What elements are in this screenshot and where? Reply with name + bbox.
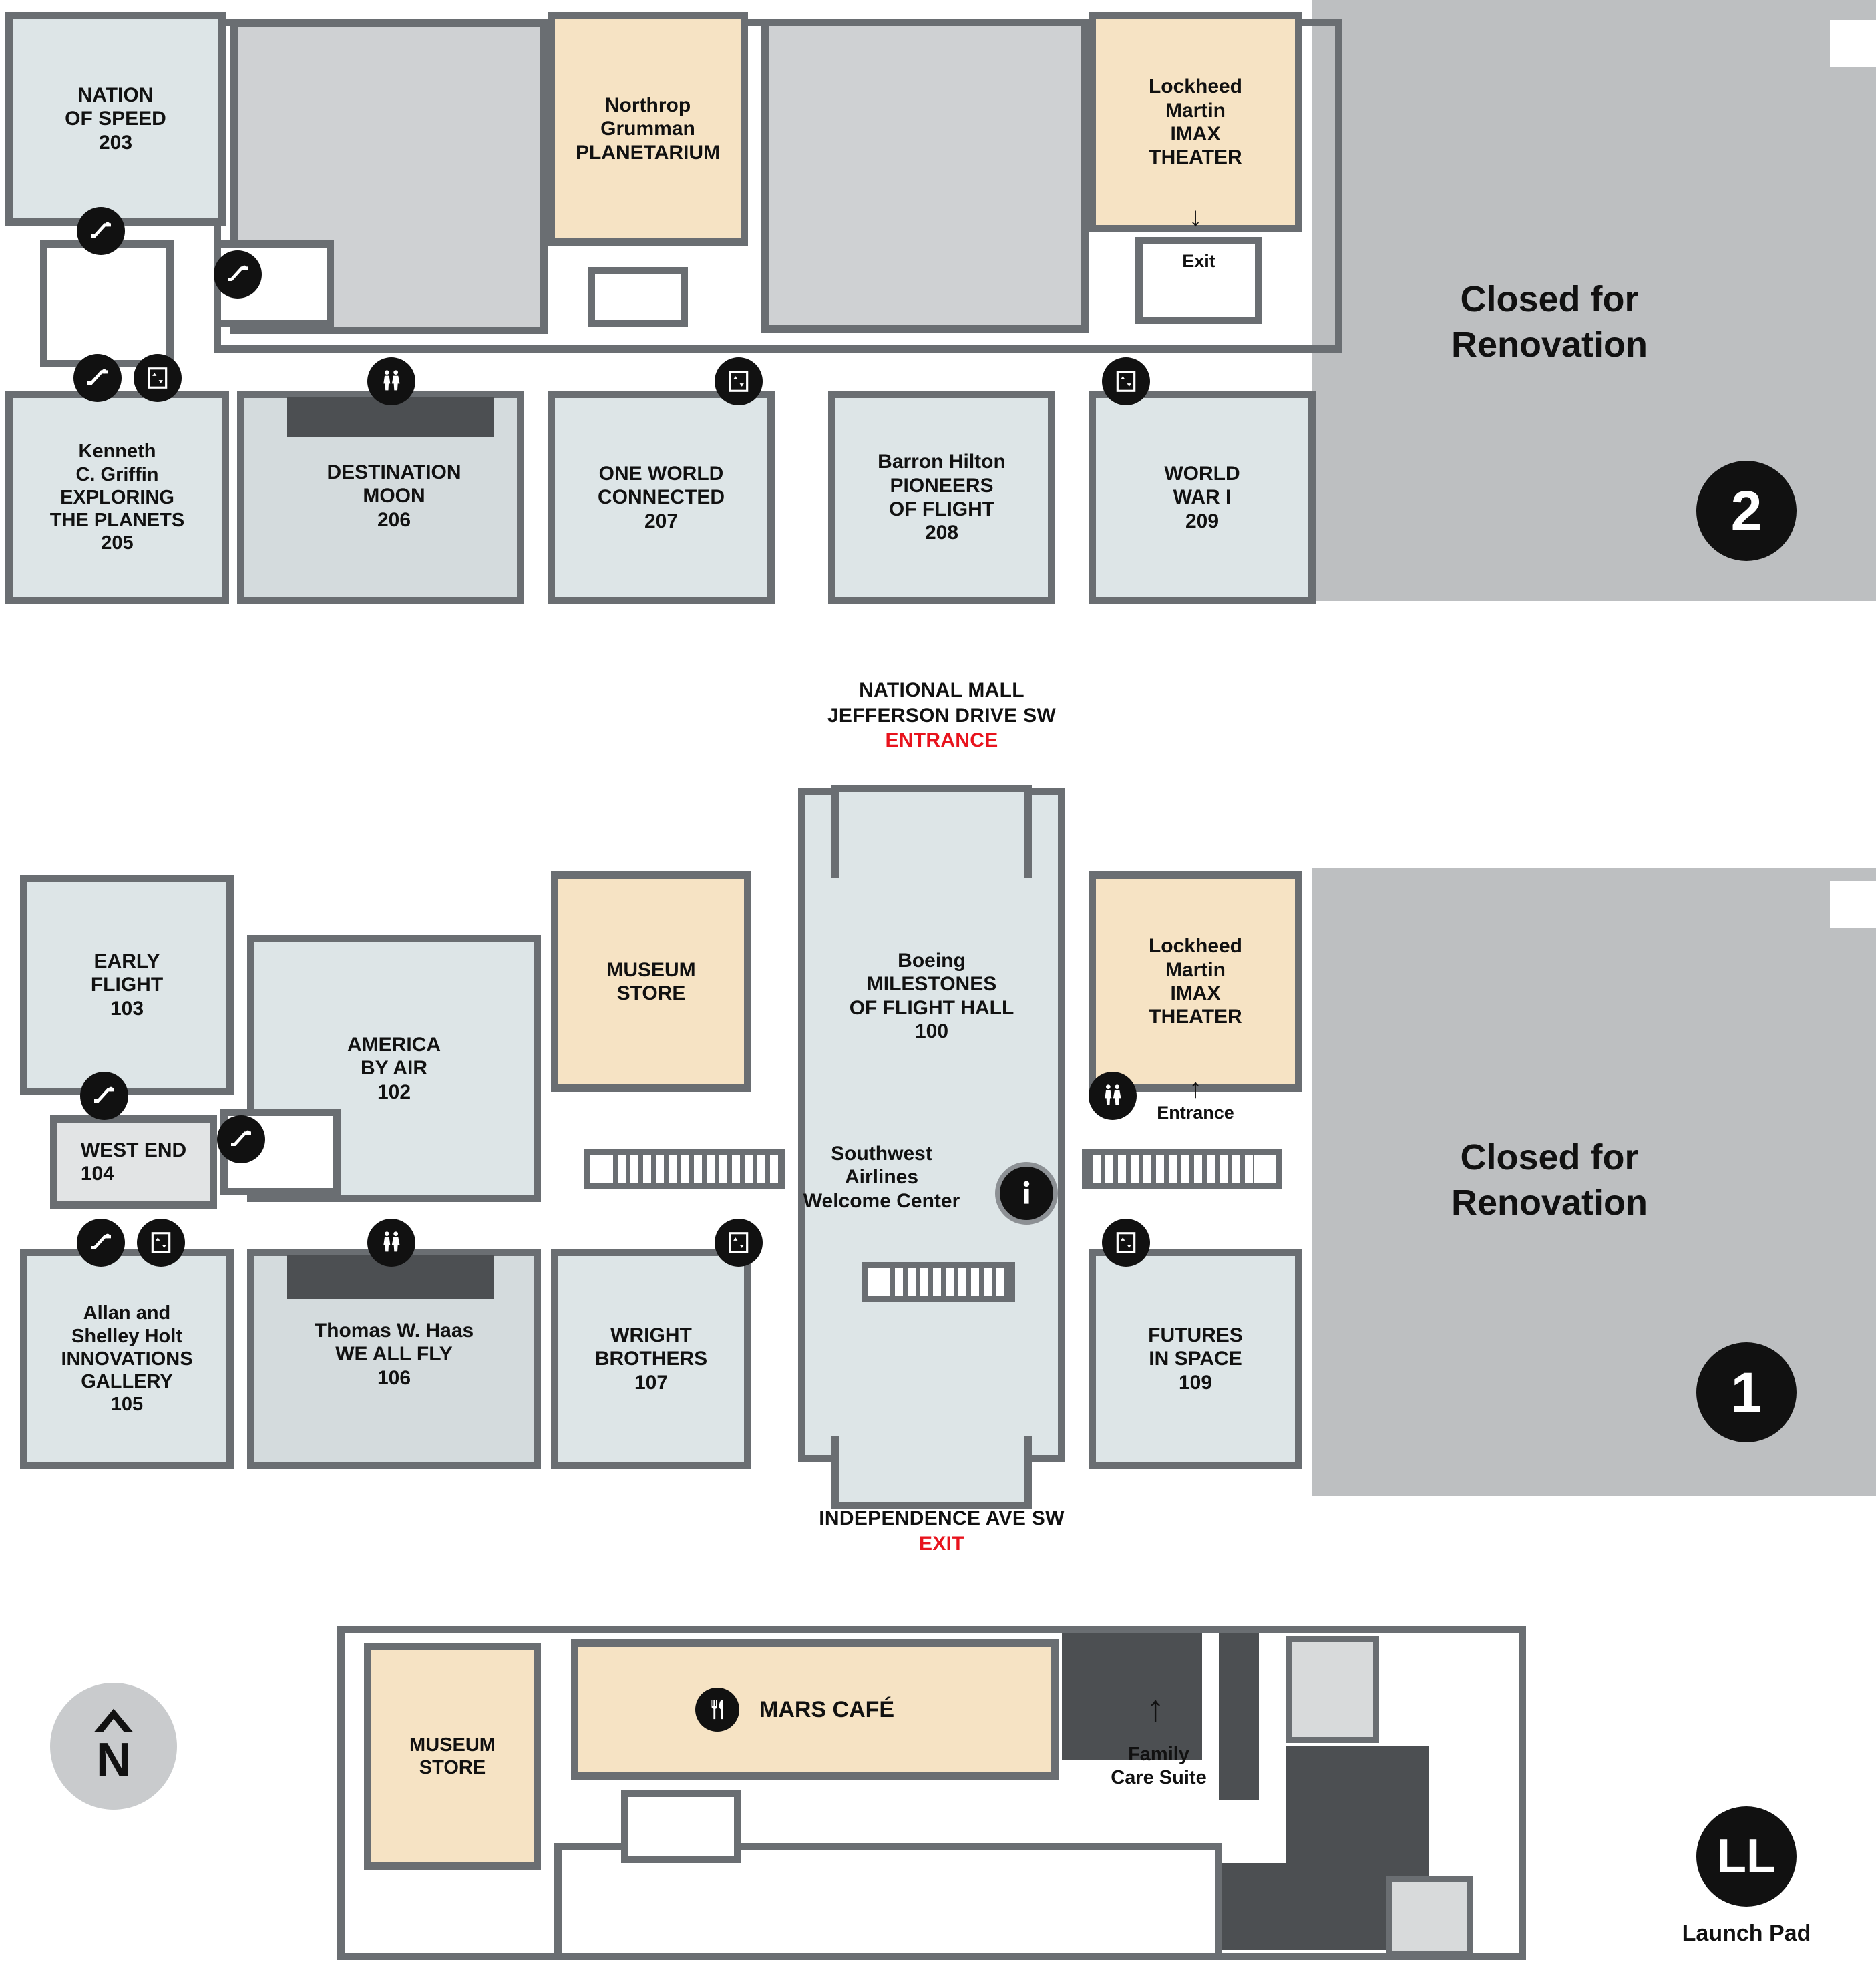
north-arrow-icon [90,1708,137,1736]
street-label-national-mall: NATIONAL MALL JEFFERSON DRIVE SW ENTRANCE [827,679,1057,751]
room-planetarium[interactable]: Northrop Grumman PLANETARIUM [548,12,748,246]
floor2-closed-area-notch [1830,20,1876,67]
room-museum-store-floor1[interactable]: MUSEUM STORE [551,871,751,1092]
room-exploring-the-planets[interactable]: Kenneth C. Griffin EXPLORING THE PLANETS 205 [5,391,229,604]
street-label-independence-ave: INDEPENDENCE AVE SW EXIT [819,1507,1065,1555]
room-mars-cafe[interactable]: MARS CAFÉ [571,1639,1059,1780]
imax-exit-label: Exit [1182,251,1215,271]
elevator-icon[interactable] [1102,1219,1150,1267]
compass-n-label: N [96,1734,131,1787]
elevator-icon[interactable] [137,1219,185,1267]
imax-entrance-arrow-icon: ↑ [1189,1074,1202,1103]
escalator-icon[interactable] [217,1115,265,1163]
room-west-end[interactable]: WEST END 104 [50,1115,217,1209]
room-pioneers-of-flight[interactable]: Barron Hilton PIONEERS OF FLIGHT 208 [828,391,1055,604]
elevator-icon[interactable] [715,357,763,405]
dining-icon [695,1688,739,1732]
lower-level-service-d [1286,1746,1429,1880]
imax-exit-arrow-icon: ↓ [1189,202,1202,232]
room-america-by-air[interactable]: AMERICA BY AIR 102 [247,935,541,1202]
escalator-icon[interactable] [214,250,262,299]
escalator-icon[interactable] [77,207,125,255]
room-early-flight[interactable]: EARLY FLIGHT 103 [20,875,234,1095]
escalator-bank-west [584,1149,785,1189]
elevator-icon[interactable] [134,354,182,402]
floor-badge-1: 1 [1696,1342,1797,1442]
milestones-hall-north-entry [831,785,1032,878]
floor2-vestibule-c [588,267,688,327]
information-icon[interactable] [995,1162,1058,1225]
restroom-icon[interactable] [1089,1072,1137,1120]
room-one-world-connected[interactable]: ONE WORLD CONNECTED 207 [548,391,775,604]
welcome-center-label: Southwest Airlines Welcome Center [803,1143,960,1212]
family-care-suite-label: Family Care Suite [1111,1744,1207,1788]
floor2-stair-vestibule-a [40,240,174,367]
exit-tag: EXIT [919,1532,964,1555]
room-imax-theater-floor1[interactable]: Lockheed Martin IMAX THEATER [1089,871,1302,1092]
lower-level-service-c [1286,1636,1379,1743]
room-innovations-gallery[interactable]: Allan and Shelley Holt INNOVATIONS GALLERY 105 [20,1249,234,1469]
escalator-bank-center [862,1262,1015,1302]
escalator-icon[interactable] [80,1072,128,1120]
room-museum-store-lower[interactable]: MUSEUM STORE [364,1643,541,1870]
lower-level-service-f [1386,1876,1473,1957]
room-futures-in-space[interactable]: FUTURES IN SPACE 109 [1089,1249,1302,1469]
elevator-icon[interactable] [1102,357,1150,405]
escalator-icon[interactable] [77,1219,125,1267]
room-we-all-fly[interactable]: Thomas W. Haas WE ALL FLY 106 [314,1320,474,1389]
entrance-tag: ENTRANCE [885,729,998,751]
floor-badge-2: 2 [1696,461,1797,561]
escalator-icon[interactable] [73,354,122,402]
closed-line-1: Closed for [1460,279,1639,319]
compass-rose [50,1683,177,1810]
lower-level-corridor-2 [621,1790,741,1863]
elevator-icon[interactable] [715,1219,763,1267]
room-wright-brothers[interactable]: WRIGHT BROTHERS 107 [551,1249,751,1469]
restroom-icon[interactable] [367,1219,415,1267]
room-milestones-of-flight-hall[interactable]: Boeing MILESTONES OF FLIGHT HALL 100 [798,788,1065,1462]
restroom-icon[interactable] [367,357,415,405]
imax-entrance-label: Entrance [1157,1103,1234,1123]
closed-line-2: Renovation [1451,324,1648,365]
launch-pad-label: Launch Pad [1682,1921,1811,1946]
room-nation-of-speed[interactable]: NATION OF SPEED 203 [5,12,226,226]
room-imax-theater-floor2[interactable]: Lockheed Martin IMAX THEATER [1089,12,1302,232]
floor-badge-lower-level: LL [1696,1806,1797,1907]
family-care-arrow-icon: ↑ [1146,1687,1165,1729]
floor2-closed-label [1349,277,1750,367]
escalator-bank-east [1082,1149,1282,1189]
milestones-hall-south-entry [831,1436,1032,1509]
room-destination-moon[interactable]: DESTINATION MOON 206 [327,461,461,531]
room-world-war-i[interactable]: WORLD WAR I 209 [1089,391,1316,604]
floor1-closed-notch [1830,881,1876,928]
floor1-closed-label: Closed for Renovation [1451,1137,1648,1223]
